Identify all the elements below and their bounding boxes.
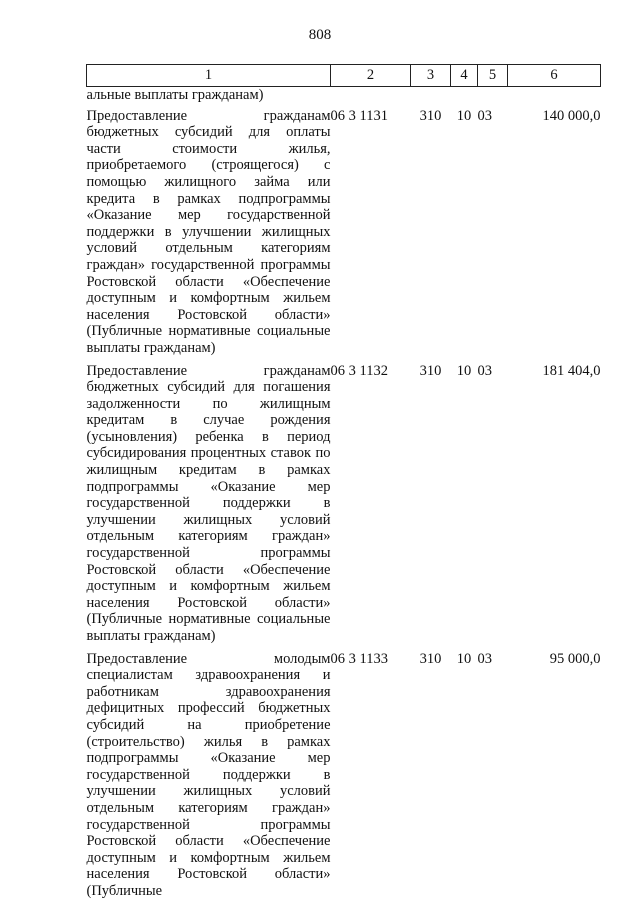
expense-type: 310 [419,107,442,124]
header-col-2: 2 [331,65,411,87]
expense-type: 310 [419,362,442,379]
target-code: 06 3 1132 [330,362,388,379]
section: 10 [456,650,472,667]
item-name: Предоставление гражданам бюджетных субсидий для оплаты части стоимости жилья, приобретаемого (строящегося) с помощью жилищного займа или кредита в рамках подпрограммы «Оказание мер государственной поддержки в улучшении жилищных условий отдельным категориям граждан» государственной программы Ростовской области «Обеспечение доступным и комфортным жильем населения Ростовской области» (Публичные нормативные социальные выплаты гражданам) [86,107,331,356]
subsection: 03 [477,107,492,124]
section: 10 [456,362,472,379]
continuation-row [87,87,601,108]
table-row [87,363,601,651]
item-name: Предоставление гражданам бюджетных субсидий для погашения задолженности по жилищным кредитам в случае рождения (усыновления) ребенка в период субсидирования процентных ставок по жилищным кредитам в рамках подпрограммы «Оказание мер государственной поддержки в улучшении жилищных условий отдельным категориям граждан» государственной программы Ростовской области «Обеспечение доступным и комфортным жильем населения Ростовской области» (Публичные нормативные социальные выплаты гражданам) [86,362,331,644]
section: 10 [456,107,472,124]
header-col-3: 3 [411,65,451,87]
target-code: 06 3 1131 [330,107,388,124]
amount: 181 404,0 [542,362,601,379]
header-col-5: 5 [478,65,508,87]
header-row [87,65,601,87]
amount: 95 000,0 [549,650,601,667]
subsection: 03 [477,362,492,379]
header-col-4: 4 [451,65,478,87]
header-col-6: 6 [508,65,601,87]
target-code: 06 3 1133 [330,650,388,667]
subsection: 03 [477,650,492,667]
expense-type: 310 [419,650,442,667]
page-number: 808 [308,27,332,43]
amount: 140 000,0 [542,107,601,124]
budget-table [86,64,601,906]
table-row [87,108,601,363]
header-col-1: 1 [87,65,331,87]
table-row [87,651,601,906]
continuation-text: альные выплаты гражданам) [86,87,264,103]
item-name: Предоставление молодым специалистам здравоохранения и работникам здравоохранения дефицитных профессий бюджетных субсидий на приобретение (строительство) жилья в рамках подпрограммы «Оказание мер государственной поддержки в улучшении жилищных условий отдельным категориям граждан» государственной программы Ростовской области «Обеспечение доступным и комфортным жильем населения Ростовской области» (Публичные [86,650,331,899]
